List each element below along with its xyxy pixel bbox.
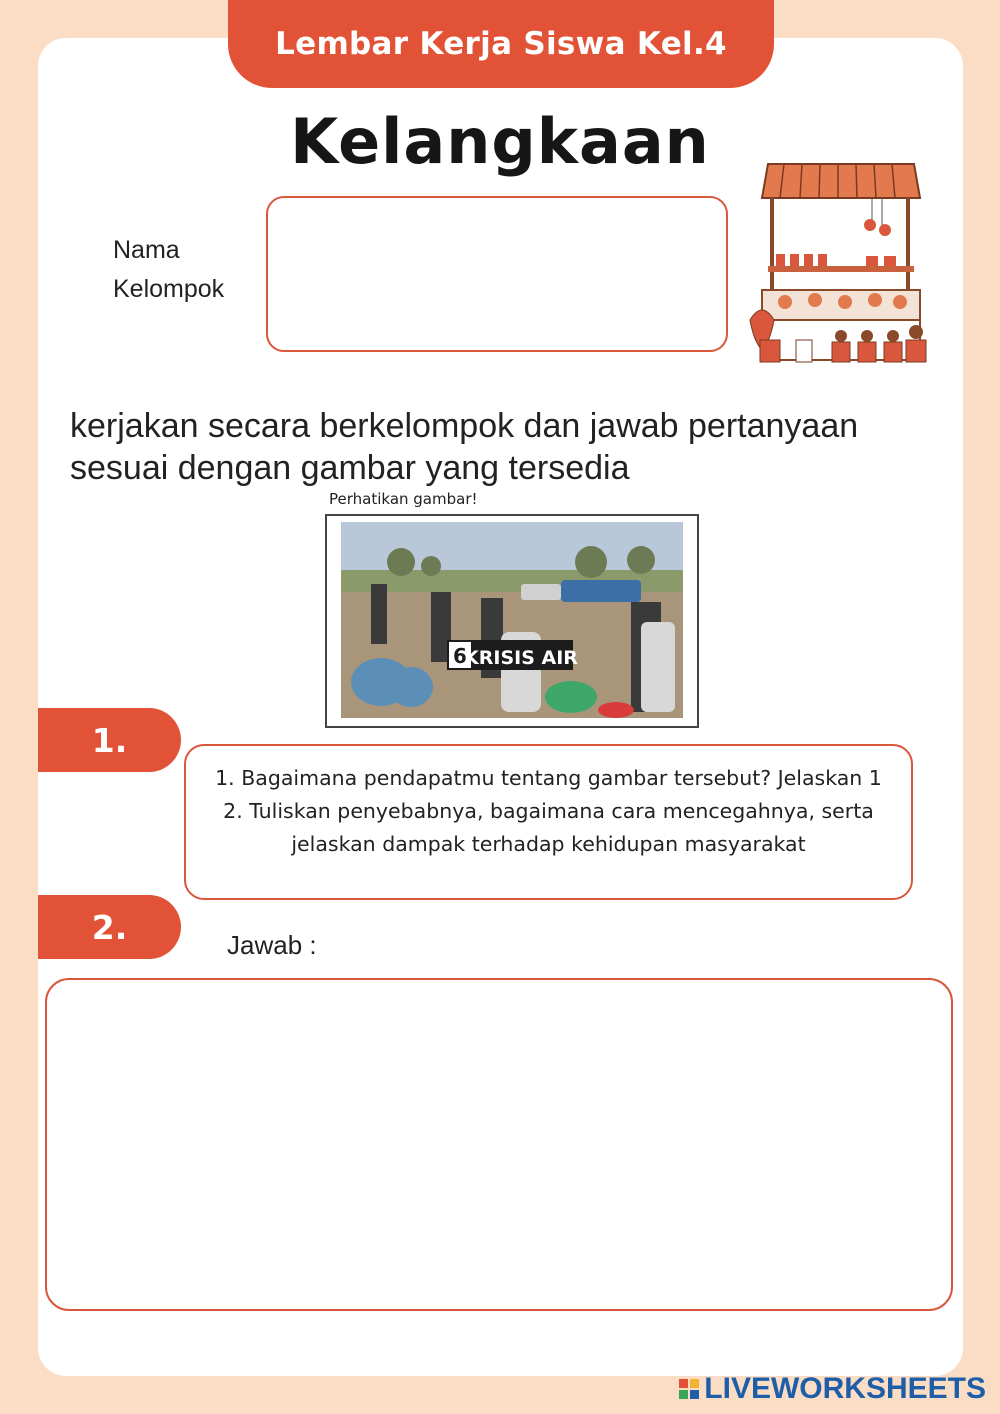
- liveworksheets-brand-text: LIVEWORKSHEETS: [704, 1372, 986, 1405]
- section-2-tab: 2.: [38, 895, 181, 959]
- instruction-text: [70, 405, 950, 489]
- group-name-label-line1: Nama: [113, 236, 180, 264]
- section-1-tab: 1.: [38, 708, 181, 772]
- liveworksheets-grid-icon: [679, 1379, 699, 1399]
- instruction-line-1: kerjakan secara berkelompok dan jawab pertanyaan: [70, 407, 859, 445]
- group-name-label-line2: Kelompok: [113, 275, 225, 303]
- instruction-line-2: sesuai dengan gambar yang tersedia: [70, 449, 630, 487]
- worksheet-header-tab: Lembar Kerja Siswa Kel.4: [228, 0, 774, 88]
- question-2-line-1: 2. Tuliskan penyebabnya, bagaimana cara mencegahnya, serta: [223, 799, 874, 823]
- answer-input[interactable]: [45, 978, 953, 1311]
- question-1: 1. Bagaimana pendapatmu tentang gambar tersebut? Jelaskan 1: [215, 766, 882, 790]
- water-crisis-photo: [341, 522, 683, 718]
- photo-frame: [325, 514, 699, 728]
- page-title: Kelangkaan: [290, 105, 710, 178]
- news-logo-text: 6: [453, 644, 467, 668]
- picture-caption: Perhatikan gambar!: [329, 490, 478, 508]
- answer-label: Jawab :: [227, 930, 317, 960]
- question-box: [184, 744, 913, 900]
- krisis-air-overlay: KRISIS AIR: [464, 647, 578, 669]
- liveworksheets-logo[interactable]: [679, 1372, 986, 1406]
- question-2-line-2: jelaskan dampak terhadap kehidupan masyarakat: [291, 832, 806, 856]
- group-name-input[interactable]: [266, 196, 728, 352]
- market-stall-illustration: [740, 160, 932, 372]
